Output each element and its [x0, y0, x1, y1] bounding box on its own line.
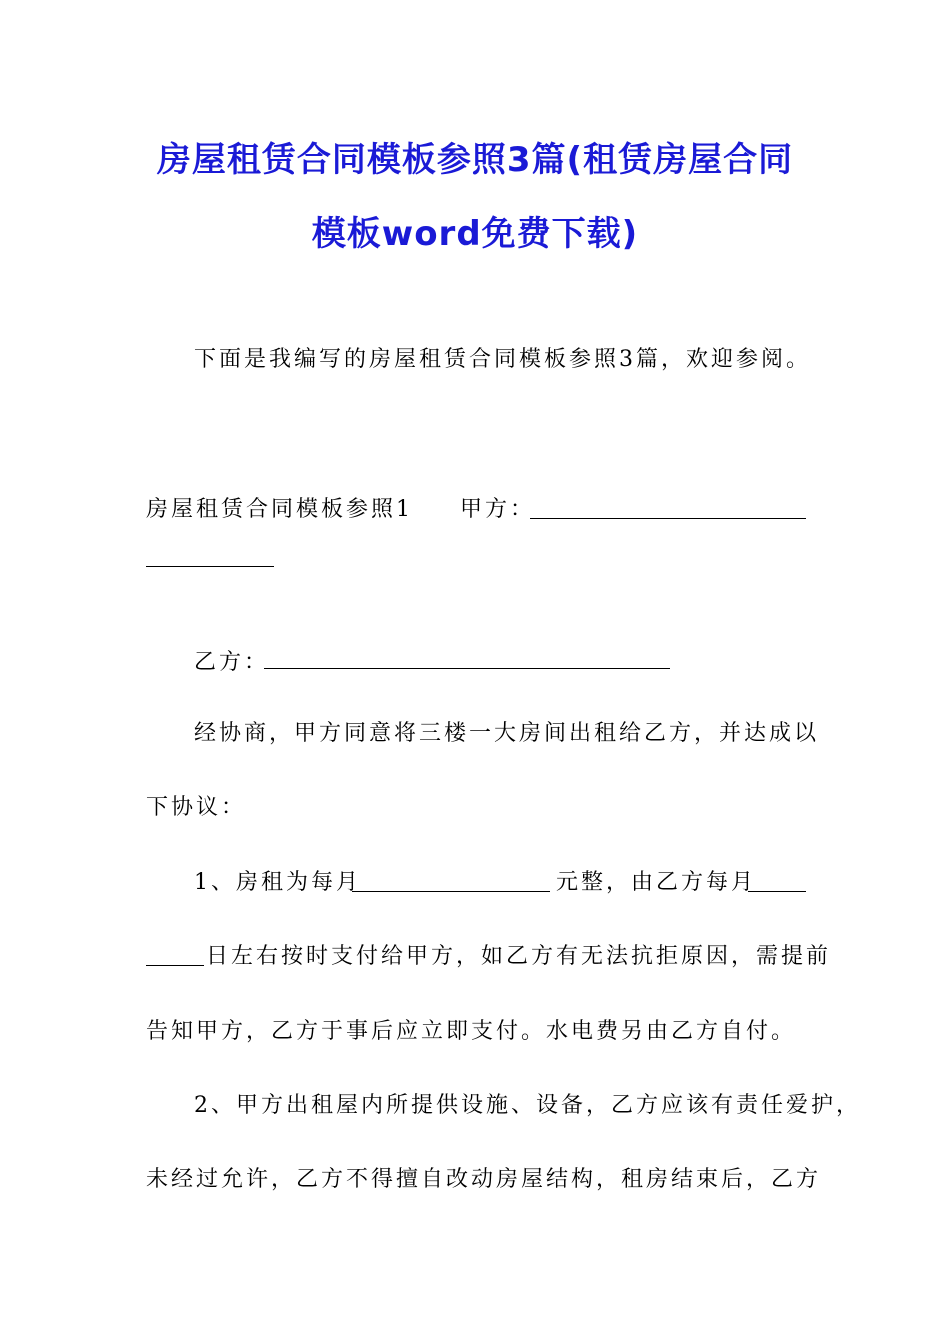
item-2-line-2: 未经过允许，乙方不得擅自改动房屋结构，租房结束后，乙方: [146, 1167, 822, 1192]
rent-amount-blank: [352, 891, 550, 892]
item-1-line-2: 日左右按时支付给甲方，如乙方有无法抗拒原因，需提前: [206, 944, 832, 969]
party-b-blank: [264, 668, 670, 669]
item-1-mid: 元整，由乙方每月: [556, 870, 757, 895]
payment-day-blank: [748, 891, 806, 892]
paragraph-1-line-1: 经协商，甲方同意将三楼一大房间出租给乙方，并达成以: [194, 721, 820, 746]
party-b-label: 乙方：: [194, 650, 270, 675]
party-a-blank-continued: [146, 566, 274, 567]
item-2-line-1: 2、甲方出租屋内所提供设施、设备，乙方应该有责任爱护，: [194, 1093, 861, 1118]
party-a-blank: [530, 518, 806, 519]
document-title-line-1: 房屋租赁合同模板参照3篇(租赁房屋合同: [156, 140, 794, 180]
item-1-prefix: 1、房租为每月: [194, 870, 361, 895]
intro-paragraph: 下面是我编写的房屋租赁合同模板参照3篇，欢迎参阅。: [194, 347, 811, 372]
party-a-label: 甲方：: [460, 497, 536, 522]
paragraph-1-line-2: 下协议：: [146, 795, 247, 820]
document-title-line-2: 模板word免费下载): [311, 214, 639, 254]
section-heading: 房屋租赁合同模板参照1: [146, 497, 413, 522]
item-1-line-3: 告知甲方，乙方于事后应立即支付。水电费另由乙方自付。: [146, 1019, 797, 1044]
payment-day-blank-continued: [146, 965, 204, 966]
